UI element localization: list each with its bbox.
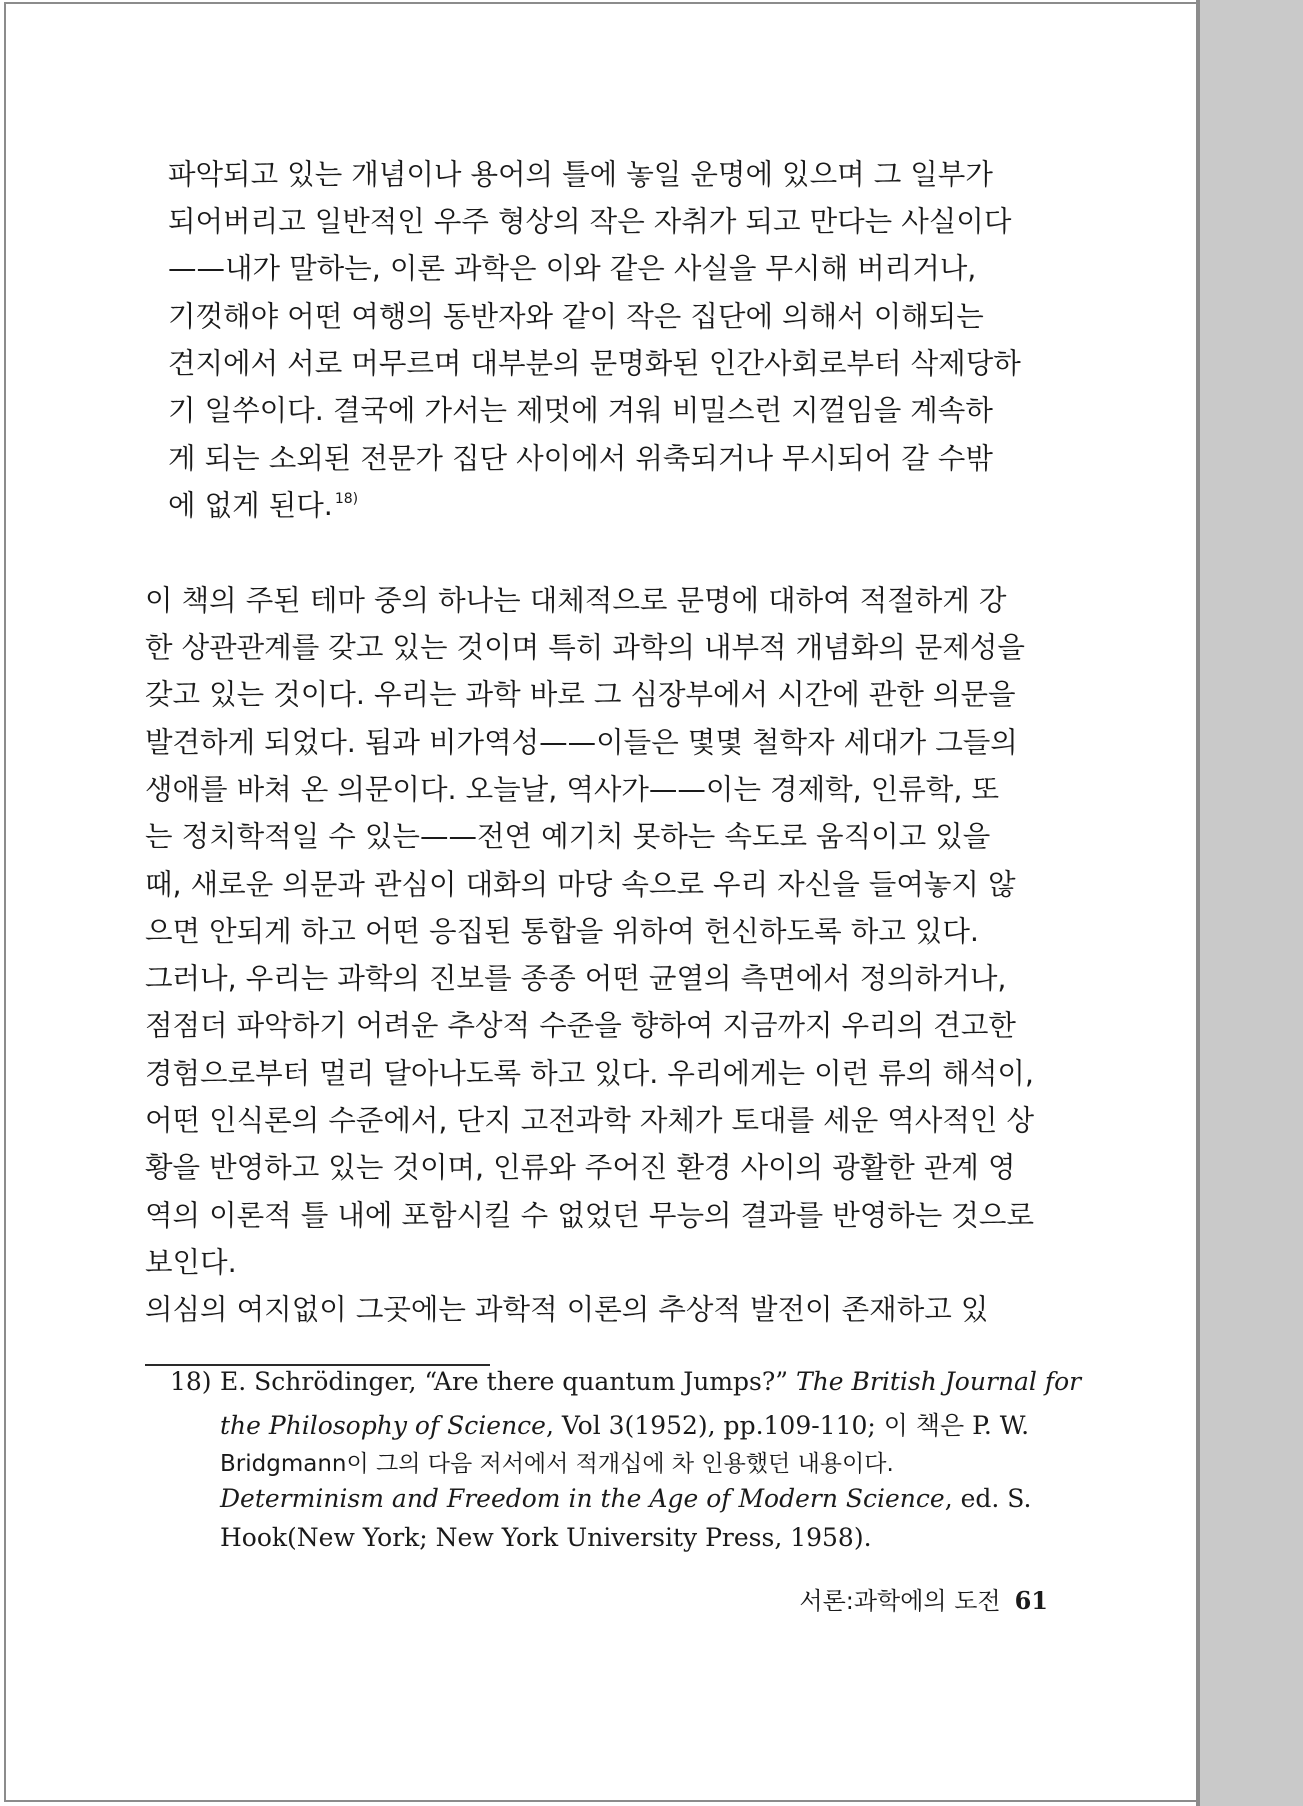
body-line: 점점더 파악하기 어려운 추상적 수준을 향하여 지금까지 우리의 견고한 xyxy=(145,1009,1016,1042)
quote-line: 게 되는 소외된 전문가 집단 사이에서 위축되거나 무시되어 갈 수밖 xyxy=(168,442,993,475)
body-line: 한 상관관계를 갖고 있는 것이며 특히 과학의 내부적 개념화의 문제성을 xyxy=(145,631,1025,664)
quote-line: 견지에서 서로 머무르며 대부분의 문명화된 인간사회로부터 삭제당하 xyxy=(168,347,1021,380)
footnote-editor: , ed. S. xyxy=(944,1484,1032,1513)
body-line: 황을 반영하고 있는 것이며, 인류와 주어진 환경 사이의 광활한 관계 영 xyxy=(145,1151,1016,1184)
body-line: 의심의 여지없이 그곳에는 과학적 이론의 추상적 발전이 존재하고 있 xyxy=(145,1293,989,1326)
quote-text: 에 없게 된다. xyxy=(168,489,333,522)
page-number: 61 xyxy=(1014,1586,1048,1615)
body-line: 발견하게 되었다. 됨과 비가역성——이들은 몇몇 철학자 세대가 그들의 xyxy=(145,726,1018,759)
footnote-journal-title: The British Journal for xyxy=(796,1367,1082,1396)
footnote-line xyxy=(220,1406,1029,1442)
body-line: 어떤 인식론의 수준에서, 단지 고전과학 자체가 토대를 세운 역사적인 상 xyxy=(145,1104,1034,1137)
body-line: 때, 새로운 의문과 관심이 대화의 마당 속으로 우리 자신을 들여놓지 않 xyxy=(145,868,1016,901)
footnote-line: Bridgmann이 그의 다음 저서에서 적개십에 차 인용했던 내용이다. xyxy=(220,1451,894,1477)
book-side-edge xyxy=(1200,0,1303,1806)
quote-line: 파악되고 있는 개념이나 용어의 틀에 놓일 운명에 있으며 그 일부가 xyxy=(168,158,993,191)
footnote-volume: , Vol 3(1952), pp.109-110; 이 책은 P. W. xyxy=(545,1411,1030,1440)
footnote-divider xyxy=(145,1364,490,1366)
footnote-reference: 18) xyxy=(334,491,359,507)
footnote-line xyxy=(220,1367,1081,1396)
body-line: 갖고 있는 것이다. 우리는 과학 바로 그 심장부에서 시간에 관한 의문을 xyxy=(145,678,1016,711)
quote-line: ——내가 말하는, 이론 과학은 이와 같은 사실을 무시해 버리거나, xyxy=(168,252,977,285)
quote-line: 되어버리고 일반적인 우주 형상의 작은 자취가 되고 만다는 사실이다 xyxy=(168,205,1012,238)
quote-line-last xyxy=(168,483,358,524)
body-line: 으면 안되게 하고 어떤 응집된 통합을 위하여 헌신하도록 하고 있다. xyxy=(145,915,979,948)
body-line: 는 정치학적일 수 있는——전연 예기치 못하는 속도로 움직이고 있을 xyxy=(145,820,991,853)
footnote-number: 18) xyxy=(170,1367,212,1396)
footnote-line xyxy=(220,1484,1032,1513)
footnote-citation: E. Schrödinger, “Are there quantum Jumps?” xyxy=(220,1367,797,1396)
body-line: 생애를 바쳐 온 의문이다. 오늘날, 역사가——이는 경제학, 인류학, 또 xyxy=(145,773,999,806)
body-line: 역의 이론적 틀 내에 포함시킬 수 없었던 무능의 결과를 반영하는 것으로 xyxy=(145,1199,1034,1232)
body-line: 경험으로부터 멀리 달아나도록 하고 있다. 우리에게는 이런 류의 해석이, xyxy=(145,1057,1034,1090)
body-line: 그러나, 우리는 과학의 진보를 종종 어떤 균열의 측면에서 정의하거나, xyxy=(145,962,1007,995)
page-footer xyxy=(799,1581,1048,1616)
footnote-book-title: Determinism and Freedom in the Age of Modern Science xyxy=(220,1484,945,1513)
footnote-journal-title-cont: the Philosophy of Science xyxy=(220,1411,546,1440)
quote-line: 기 일쑤이다. 결국에 가서는 제멋에 겨워 비밀스런 지껄임을 계속하 xyxy=(168,394,993,427)
quote-line: 기껏해야 어떤 여행의 동반자와 같이 작은 집단에 의해서 이해되는 xyxy=(168,300,984,333)
running-title: 서론:과학에의 도전 xyxy=(799,1587,1001,1615)
body-line: 보인다. xyxy=(145,1246,237,1279)
body-line: 이 책의 주된 테마 중의 하나는 대체적으로 문명에 대하여 적절하게 강 xyxy=(145,584,1007,617)
footnote-line: Hook(New York; New York University Press, 1958). xyxy=(220,1523,872,1552)
